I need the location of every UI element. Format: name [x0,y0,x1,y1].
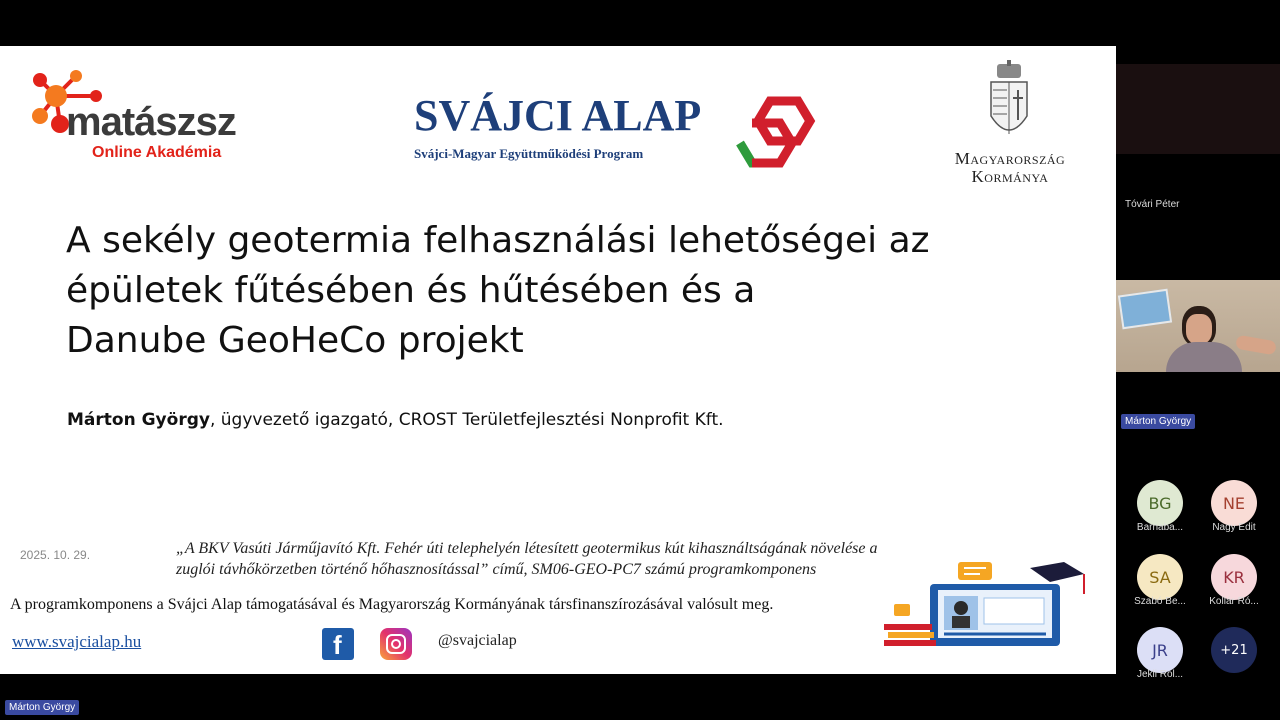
program-quote [176,538,878,580]
kormany-label [930,150,1090,186]
avatar-initials: SA [1149,567,1171,587]
participant-avatar[interactable] [1211,480,1257,526]
slide-date: 2025. 10. 29. [20,548,91,562]
title-line: épületek fűtésében és hűtésében és a [66,270,756,311]
matasz-wordmark: matászsz [66,100,236,144]
speaker-body [1166,342,1242,372]
participant-avatar[interactable] [1137,627,1183,673]
svajci-rings-icon [730,86,830,176]
participant-avatar[interactable] [1137,480,1183,526]
quote-line: zuglói távhőkörzetben történő hőhasznosítással” című, SM06-GEO-PC7 számú programkomponens [176,561,817,578]
svajci-alap-title: SVÁJCI ALAP [414,91,702,140]
kormany-line2: Kormánya [971,167,1049,186]
author-role: , ügyvezető igazgató, CROST Területfejlesztési Nonprofit Kft. [209,410,724,430]
participant-name-tovari: Tóvári Péter [1125,199,1180,210]
title-line: A sekély geotermia felhasználási lehetőségei az [66,220,930,261]
participant-name: Nagy Edit [1212,522,1256,533]
online-learning-illustration [880,554,1090,654]
participant-avatar[interactable] [1137,554,1183,600]
hungarian-coat-of-arms-icon [987,60,1031,144]
matasz-logo [26,66,326,166]
facebook-icon[interactable]: f [322,628,354,660]
participant-tile-tovari[interactable] [1116,64,1280,154]
speaker-video-tile[interactable] [1116,280,1280,372]
kormany-line1: Magyarország [954,149,1066,168]
avatar-initials: BG [1148,493,1172,513]
avatar-initials: KR [1223,567,1245,587]
speaker-arm [1235,335,1277,356]
presentation-slide [0,46,1116,674]
funding-statement: A programkomponens a Svájci Alap támogatásával és Magyarország Kormányának társfinanszírozásával valósult meg. [10,596,774,613]
bottom-name-tag: Márton György [5,700,79,715]
speaker-face [1186,314,1212,344]
participant-name: Jekli Rol... [1136,669,1184,680]
quote-line: „A BKV Vasúti Járműjavító Kft. Fehér úti telephelyén létesített geotermikus kút kihasználtságának növelése a [176,540,878,557]
wall-map-image [1118,289,1172,330]
avatar-initials: JR [1152,640,1168,660]
participant-name: Kollár Ró... [1209,596,1259,607]
svajci-alap-subtitle: Svájci-Magyar Együttműködési Program [414,146,644,161]
participant-name: Szabó Be... [1134,596,1186,607]
speaker-name-tag: Márton György [1121,414,1195,429]
more-count: +21 [1220,642,1248,658]
author-name: Márton György [67,410,210,430]
title-line: Danube GeoHeCo projekt [66,320,524,361]
avatar-initials: NE [1222,493,1246,513]
participant-name: Barnaba... [1136,522,1184,533]
slide-title [66,216,966,366]
website-link[interactable]: www.svajcialap.hu [12,632,142,651]
author-line [67,410,724,430]
instagram-icon[interactable] [380,628,412,660]
social-handle: @svajcialap [438,632,517,649]
more-participants-button[interactable] [1211,627,1257,673]
participant-avatar[interactable] [1211,554,1257,600]
matasz-subtitle: Online Akadémia [92,144,222,161]
